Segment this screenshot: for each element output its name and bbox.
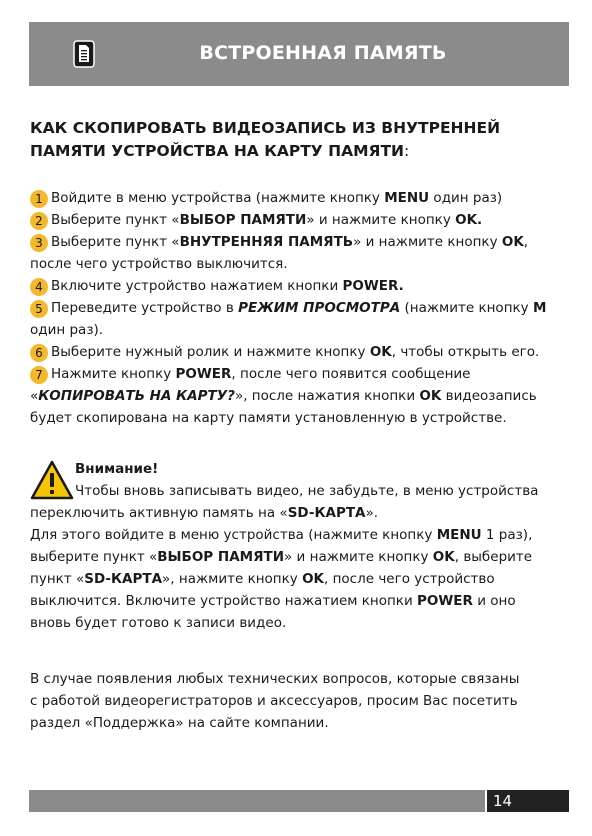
step-text: » и нажмите кнопку (306, 212, 456, 228)
page-title: ВСТРОЕННАЯ ПАМЯТЬ (199, 42, 447, 64)
support-text: раздел «Поддержка» на сайте компании. (30, 715, 329, 731)
warning-text: вновь будет готово к записи видео. (30, 615, 287, 631)
step-2 (30, 209, 575, 231)
support-paragraph (30, 668, 575, 734)
menu-item-name: ВЫБОР ПАМЯТИ (157, 549, 284, 565)
heading-colon: : (404, 142, 410, 160)
step-number-badge: 1 (30, 190, 48, 208)
step-text: один раз). (30, 322, 104, 338)
warning-triangle-icon (30, 460, 74, 500)
menu-item-name: ВЫБОР ПАМЯТИ (179, 212, 307, 228)
warning-line (30, 524, 575, 546)
ok-button-name: OK (501, 234, 524, 250)
page-number: 14 (487, 790, 569, 812)
step-number-badge: 3 (30, 234, 48, 252)
support-text: В случае появления любых технических вопросов, которые связаны (30, 671, 520, 687)
heading-line-1: КАК СКОПИРОВАТЬ ВИДЕОЗАПИСЬ ИЗ ВНУТРЕННЕЙ (30, 119, 501, 137)
warning-text: , после чего устройство (324, 571, 495, 587)
warning-line (30, 546, 575, 568)
warning-title-line (30, 458, 575, 480)
step-number-badge: 7 (30, 366, 48, 384)
power-button-name: POWER (417, 593, 473, 609)
step-text: будет скопирована на карту памяти установленную в устройстве. (30, 410, 507, 426)
heading-line-2: ПАМЯТИ УСТРОЙСТВА НА КАРТУ ПАМЯТИ (30, 142, 405, 160)
warning-text: выключится. Включите устройство нажатием кнопки (30, 593, 418, 609)
power-button-name: POWER. (342, 278, 404, 294)
warning-text: Для этого войдите в меню устройства (нажмите кнопку (30, 527, 437, 543)
warning-text: Чтобы вновь записывать видео, не забудьте, в меню устройства (75, 483, 539, 499)
warning-text: выберите пункт « (30, 549, 158, 565)
warning-text: и оно (472, 593, 516, 609)
warning-text: пункт « (30, 571, 85, 587)
step-1 (30, 187, 575, 209)
ok-button-name: OK (369, 344, 392, 360)
step-text: », после нажатия кнопки (234, 388, 420, 404)
step-text: Выберите пункт « (51, 212, 180, 228)
warning-text: » и нажмите кнопку (284, 549, 433, 565)
menu-item-name: ВНУТРЕННЯЯ ПАМЯТЬ (179, 234, 354, 250)
step-5 (30, 297, 575, 341)
power-button-name: POWER (175, 366, 232, 382)
step-text: один раз) (429, 190, 503, 206)
step-3 (30, 231, 575, 275)
mode-name: РЕЖИМ ПРОСМОТРА (238, 300, 401, 316)
warning-line (30, 502, 575, 524)
step-text: » и нажмите кнопку (353, 234, 502, 250)
step-text: Войдите в меню устройства (нажмите кнопку (51, 190, 385, 206)
support-text: с работой видеорегистраторов и аксессуаров, просим Вас посетить (30, 693, 518, 709)
warning-text: переключить активную память на « (30, 505, 288, 521)
step-text: , (523, 234, 529, 250)
step-number-badge: 4 (30, 278, 48, 296)
sd-card-name: SD-КАРТА (84, 571, 163, 587)
warning-text: », нажмите кнопку (162, 571, 303, 587)
step-4 (30, 275, 575, 297)
warning-line (30, 590, 575, 612)
sd-card-name: SD-КАРТА (287, 505, 366, 521)
section-heading (30, 117, 570, 163)
step-number-badge: 6 (30, 344, 48, 362)
warning-block (30, 458, 575, 634)
step-text: Выберите нужный ролик и нажмите кнопку (51, 344, 370, 360)
step-text: , после чего появится сообщение (231, 366, 471, 382)
step-text: , чтобы открыть его. (391, 344, 540, 360)
steps-list (30, 187, 575, 429)
step-text: видеозапись (441, 388, 537, 404)
warning-line (30, 568, 575, 590)
ok-button-name: OK (432, 549, 455, 565)
step-text: « (30, 388, 39, 404)
step-number-badge: 2 (30, 212, 48, 230)
step-text: Переведите устройство в (51, 300, 239, 316)
step-text: после чего устройство выключится. (30, 256, 288, 272)
warning-text: ». (365, 505, 379, 521)
footer-bar (29, 790, 485, 812)
step-text: Включите устройство нажатием кнопки (51, 278, 343, 294)
m-button-name: M (532, 300, 547, 316)
warning-title: Внимание! (75, 461, 159, 477)
step-text: Выберите пункт « (51, 234, 180, 250)
step-number-badge: 5 (30, 300, 48, 318)
step-6 (30, 341, 575, 363)
menu-button-name: MENU (436, 527, 482, 543)
step-text: Нажмите кнопку (51, 366, 176, 382)
warning-text: 1 раз), (481, 527, 533, 543)
ok-button-name: OK (419, 388, 442, 404)
menu-button-name: MENU (384, 190, 430, 206)
warning-text: , выберите (454, 549, 533, 565)
warning-line (30, 480, 575, 502)
page-header (29, 22, 569, 86)
warning-line (30, 612, 575, 634)
step-text: (нажмите кнопку (400, 300, 533, 316)
step-7 (30, 363, 575, 429)
ok-button-name: OK (302, 571, 325, 587)
message-text: КОПИРОВАТЬ НА КАРТУ? (38, 388, 235, 404)
ok-button-name: OK. (455, 212, 483, 228)
